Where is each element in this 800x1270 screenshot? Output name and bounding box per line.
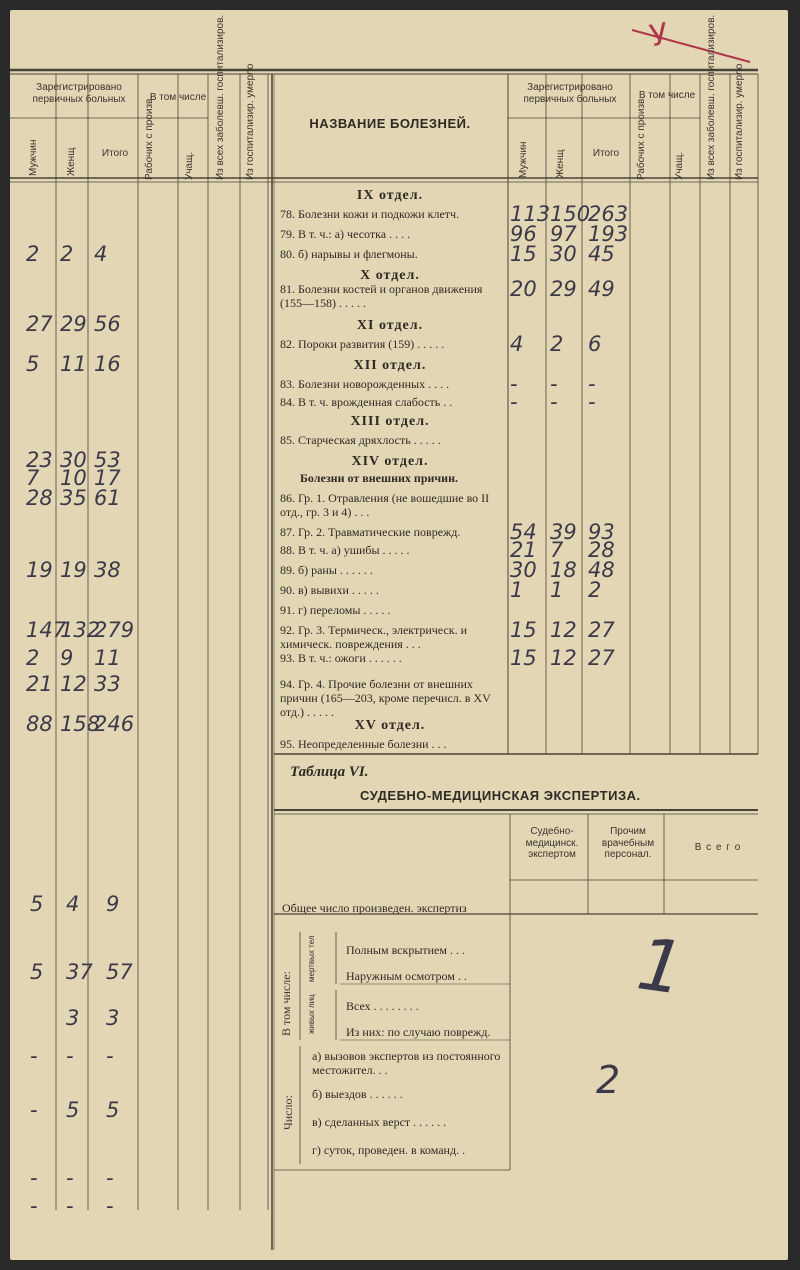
t6-left-value: -	[106, 1194, 114, 1218]
disease-row: 88. В т. ч. а) ушибы . . . . .	[280, 543, 410, 557]
left-handwritten-value: 7	[26, 466, 40, 490]
t6-left-value: -	[66, 1166, 74, 1190]
t6-all: Всех . . . . . . . .	[346, 999, 419, 1013]
left-handwritten-value: 11	[94, 646, 121, 670]
left-handwritten-value: 2	[60, 242, 74, 266]
t6-left-value: -	[106, 1166, 114, 1190]
right-handwritten-value: 12	[550, 618, 577, 642]
hdr-students: Учащ.	[184, 151, 195, 180]
right-handwritten-value: 97	[550, 222, 577, 246]
t6-left-value: -	[30, 1044, 38, 1068]
disease-row: 78. Болезни кожи и подкожи клетч.	[280, 207, 460, 221]
hdr-women-right: Женщ	[555, 149, 566, 178]
right-handwritten-value: 49	[588, 277, 615, 301]
t6-written-1: 1	[632, 921, 690, 1011]
t6-left-value: -	[30, 1166, 38, 1190]
t6-including: В том числе:	[279, 971, 293, 1036]
hdr-died: Из госпитализир. умерло	[245, 63, 256, 180]
t6-b-trips: б) выездов . . . . . .	[312, 1087, 403, 1101]
right-handwritten-value: -	[550, 390, 558, 414]
right-handwritten-value: 29	[550, 277, 577, 301]
left-handwritten-value: 12	[60, 672, 87, 696]
t6-left-value: 5	[30, 960, 44, 984]
right-handwritten-value: 27	[588, 618, 615, 642]
t6-left-value: -	[30, 1194, 38, 1218]
left-handwritten-value: 5	[26, 352, 40, 376]
table6-title: СУДЕБНО-МЕДИЦИНСКАЯ ЭКСПЕРТИЗА.	[360, 788, 641, 803]
hdr-students-right: Учащ.	[674, 151, 685, 180]
right-handwritten-value: 54	[510, 520, 537, 544]
left-handwritten-value: 21	[26, 672, 53, 696]
right-handwritten-value: 4	[510, 332, 524, 356]
t6-injury-cases: Из них: по случаю поврежд.	[346, 1025, 491, 1039]
left-handwritten-value: 35	[60, 486, 87, 510]
right-handwritten-value: 1	[510, 578, 524, 602]
hdr-total: Итого	[101, 148, 129, 159]
disease-row: 92. Гр. 3. Термическ., электрическ. и химическ. повреждения . . .	[280, 623, 468, 651]
hdr-workers: Рабочих с произв.	[144, 95, 155, 180]
disease-row: 83. Болезни новорожденных . . . .	[280, 377, 450, 391]
t6-d-days: г) суток, проведен. в команд. .	[312, 1143, 466, 1157]
right-handwritten-value: 15	[510, 646, 537, 670]
diseases-title: НАЗВАНИЕ БОЛЕЗНЕЙ.	[309, 116, 471, 131]
hdr-registered-right: Зарегистрировано первичных больных	[523, 82, 617, 105]
left-handwritten-value: 19	[26, 558, 53, 582]
hdr-workers-right: Рабочих с произв.	[636, 95, 647, 180]
t6-left-value: 3	[106, 1006, 120, 1030]
t6-a-calls: а) вызовов экспертов из постоянного местожител. . .	[312, 1049, 501, 1077]
left-handwritten-value: 23	[26, 448, 53, 472]
right-handwritten-value: 2	[588, 578, 602, 602]
right-handwritten-value: 20	[510, 277, 537, 301]
left-handwritten-value: 19	[60, 558, 87, 582]
left-handwritten-value: 28	[26, 486, 53, 510]
hdr-including: В том числе	[149, 92, 207, 103]
disease-row: 93. В т. ч.: ожоги . . . . . .	[280, 651, 402, 665]
right-handwritten-value: 30	[550, 242, 577, 266]
hdr-men-right: Мужчин	[518, 141, 529, 178]
t6-left-value: 5	[66, 1098, 80, 1122]
left-handwritten-value: 27	[26, 312, 53, 336]
hdr-women: Женщ	[66, 147, 77, 176]
t6-c-versts: в) сделанных верст . . . . . .	[312, 1115, 447, 1129]
right-handwritten-value: 263	[588, 202, 629, 226]
table6-label: Таблица VI.	[290, 764, 369, 780]
t6-left-value: 5	[30, 892, 44, 916]
right-handwritten-value: -	[510, 390, 518, 414]
right-handwritten-value: 21	[510, 538, 537, 562]
corner-mark: У	[647, 16, 672, 55]
disease-row: 86. Гр. 1. Отравления (не вошедшие во II отд., гр. 3 и 4) . . .	[280, 491, 490, 519]
left-handwritten-value: 11	[60, 352, 87, 376]
hdr-including-right: В том числе	[638, 90, 696, 101]
right-handwritten-value: 93	[588, 520, 615, 544]
right-handwritten-value: 18	[550, 558, 577, 582]
section-heading: XIII отдел.	[350, 414, 430, 429]
disease-row: 85. Старческая дряхлость . . . . .	[280, 433, 441, 447]
right-handwritten-value: 45	[588, 242, 615, 266]
t6-left-value: 37	[66, 960, 93, 984]
right-handwritten-value: 193	[588, 222, 629, 246]
right-handwritten-value: 48	[588, 558, 615, 582]
t6-col-total: В с е г о	[694, 842, 742, 853]
disease-row: 95. Неопределенные болезни . . .	[280, 737, 447, 751]
disease-row: 91. г) переломы . . . . .	[280, 603, 391, 617]
left-handwritten-value: 30	[60, 448, 87, 472]
left-handwritten-value: 4	[94, 242, 108, 266]
left-handwritten-value: 61	[94, 486, 121, 510]
right-handwritten-value: 27	[588, 646, 615, 670]
left-handwritten-value: 158	[60, 712, 101, 736]
t6-left-value: 4	[66, 892, 80, 916]
hdr-total-right: Итого	[592, 148, 620, 159]
section-heading: XI отдел.	[356, 318, 424, 333]
right-handwritten-value: 2	[550, 332, 564, 356]
t6-left-value: -	[106, 1044, 114, 1068]
left-handwritten-value: 246	[94, 712, 135, 736]
left-handwritten-value: 53	[94, 448, 121, 472]
left-handwritten-value: 88	[26, 712, 53, 736]
t6-left-value: -	[66, 1194, 74, 1218]
left-handwritten-value: 10	[60, 466, 87, 490]
right-handwritten-value: 30	[510, 558, 537, 582]
t6-total-label: Общее число произведен. экспертиз	[282, 901, 467, 915]
right-handwritten-value: 6	[588, 332, 602, 356]
right-handwritten-value: 39	[550, 520, 577, 544]
disease-row: 90. в) вывихи . . . . .	[280, 583, 379, 597]
right-handwritten-value: -	[588, 372, 596, 396]
t6-external-exam: Наружным осмотром . .	[346, 969, 467, 983]
disease-row: 82. Пороки развития (159) . . . . .	[280, 337, 445, 351]
left-handwritten-value: 17	[94, 466, 121, 490]
right-handwritten-value: -	[510, 372, 518, 396]
disease-row: 94. Гр. 4. Прочие болезни от внешних причин (165—203, кроме перечисл. в XV отд.) . . . . .	[280, 677, 491, 719]
right-handwritten-value: -	[550, 372, 558, 396]
hdr-hospitalized-right: Из всех заболевш. госпитализиров.	[706, 14, 717, 180]
hdr-died-right: Из госпитализир. умерло	[734, 63, 745, 180]
disease-row: 84. В т. ч. врожденная слабость . .	[280, 395, 453, 409]
hdr-registered: Зарегистрировано первичных больных	[32, 82, 126, 105]
disease-row: 81. Болезни костей и органов движения (155—158) . . . . .	[280, 282, 483, 310]
disease-row: 89. б) раны . . . . . .	[280, 563, 373, 577]
left-handwritten-value: 16	[94, 352, 121, 376]
right-handwritten-value: -	[588, 390, 596, 414]
t6-left-value: 5	[106, 1098, 120, 1122]
right-handwritten-value: 1	[550, 578, 564, 602]
t6-left-value: -	[66, 1044, 74, 1068]
left-handwritten-value: 9	[60, 646, 74, 670]
right-handwritten-value: 96	[510, 222, 537, 246]
disease-row: 80. б) нарывы и флегмоны.	[280, 247, 418, 261]
disease-row: 87. Гр. 2. Травматические поврежд.	[280, 525, 461, 539]
left-handwritten-value: 29	[60, 312, 87, 336]
right-handwritten-value: 28	[588, 538, 615, 562]
disease-row: 79. В т. ч.: а) чесотка . . . .	[280, 227, 411, 241]
left-handwritten-value: 33	[94, 672, 121, 696]
right-handwritten-value: 15	[510, 242, 537, 266]
t6-dead-bodies: мертвых тел	[307, 935, 316, 982]
hdr-hospitalized: Из всех заболевш. госпитализиров.	[215, 14, 226, 180]
t6-left-value: 9	[106, 892, 120, 916]
left-handwritten-value: 38	[94, 558, 121, 582]
left-handwritten-value: 2	[26, 646, 40, 670]
right-handwritten-value: 15	[510, 618, 537, 642]
section-heading: XV отдел.	[354, 718, 426, 733]
section-heading: XII отдел.	[353, 358, 427, 373]
left-handwritten-value: 147	[26, 618, 67, 642]
t6-col-other: Прочим врачебным персонал.	[601, 826, 655, 860]
subsection-heading: Болезни от внешних причин.	[300, 471, 458, 485]
t6-col-forensic: Судебно-медицинск. экспертом	[525, 826, 579, 860]
left-handwritten-value: 56	[94, 312, 121, 336]
left-handwritten-value: 2	[26, 242, 40, 266]
left-handwritten-value: 132	[60, 618, 101, 642]
right-handwritten-value: 7	[550, 538, 564, 562]
t6-left-value: -	[30, 1098, 38, 1122]
right-handwritten-value: 150	[550, 202, 591, 226]
t6-written-2: 2	[596, 1058, 621, 1102]
right-handwritten-value: 12	[550, 646, 577, 670]
t6-left-value: 3	[66, 1006, 80, 1030]
t6-left-value: 57	[106, 960, 133, 984]
section-heading: IX отдел.	[356, 188, 424, 203]
t6-count-label: Число:	[281, 1095, 295, 1130]
section-heading: XIV отдел.	[351, 454, 429, 469]
left-handwritten-value: 279	[94, 618, 135, 642]
section-heading: X отдел.	[360, 268, 420, 283]
ledger-page	[10, 10, 788, 1260]
hdr-men: Мужчин	[28, 139, 39, 176]
right-handwritten-value: 113	[510, 202, 551, 226]
t6-living: живых лиц	[307, 994, 316, 1034]
t6-full-autopsy: Полным вскрытием . . .	[346, 943, 465, 957]
